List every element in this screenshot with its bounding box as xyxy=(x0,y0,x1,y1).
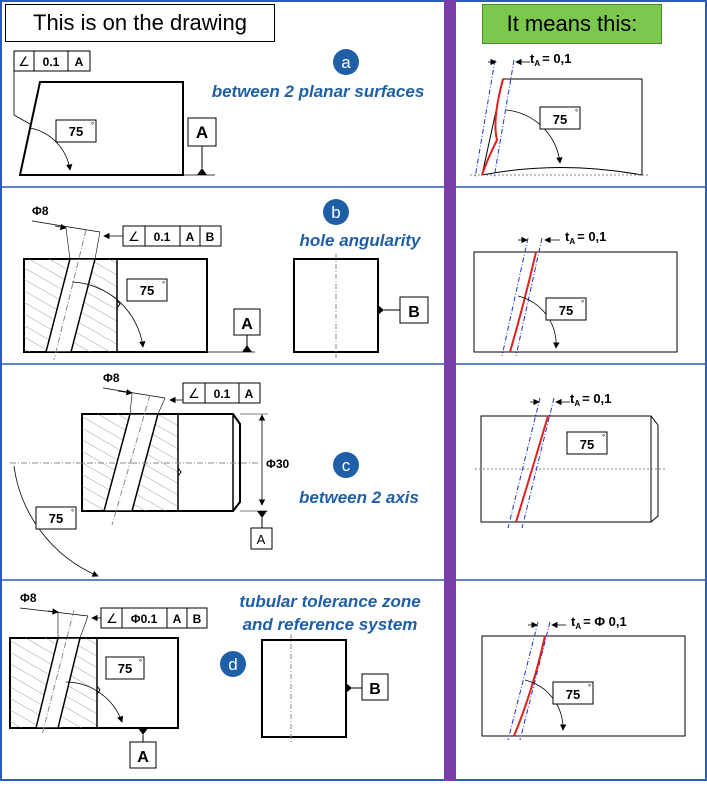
section-b-meaning xyxy=(474,229,677,356)
svg-text:°: ° xyxy=(581,299,585,308)
svg-text:75: 75 xyxy=(117,661,133,676)
svg-text:0.1: 0.1 xyxy=(153,230,171,244)
caption-b: hole angularity xyxy=(299,231,421,250)
side-view xyxy=(262,640,346,737)
tolerance-label: $t_A = 0,1$ xyxy=(530,51,572,68)
datum-ref: A xyxy=(74,55,84,69)
svg-text:75: 75 xyxy=(565,687,581,702)
svg-text:75: 75 xyxy=(48,511,64,526)
svg-text:A: A xyxy=(137,749,149,766)
section-c-drawing xyxy=(10,371,290,576)
section-c-meaning xyxy=(475,391,665,528)
datum-label: A xyxy=(195,123,209,142)
svg-text:°: ° xyxy=(91,121,95,130)
badge-a-label: a xyxy=(341,53,351,72)
right-header-title: It means this: xyxy=(506,11,638,36)
svg-text:0.1: 0.1 xyxy=(213,387,231,401)
svg-text:A: A xyxy=(244,387,254,401)
left-header xyxy=(5,4,275,42)
caption-a: between 2 planar surfaces xyxy=(211,82,425,101)
svg-text:c: c xyxy=(341,456,351,475)
svg-text:°: ° xyxy=(139,658,143,667)
diameter-label: Φ8 xyxy=(32,204,49,218)
svg-text:°: ° xyxy=(162,280,166,289)
tolerance-label: $t_A = \Phi$ 0,1 xyxy=(571,614,627,631)
svg-text:Φ0.1: Φ0.1 xyxy=(130,612,158,626)
datum-triangle xyxy=(197,168,207,175)
svg-text:A: A xyxy=(256,532,266,547)
right-header xyxy=(482,4,662,44)
svg-text:∠: ∠ xyxy=(128,229,140,244)
left-header-title: This is on the drawing xyxy=(33,10,247,35)
tolerance-label: $t_A = 0,1$ xyxy=(570,391,612,408)
feature-control-frame-a xyxy=(14,51,90,71)
diameter-label: Φ8 xyxy=(103,371,120,385)
svg-text:°: ° xyxy=(602,433,606,442)
feature-control-frame-d xyxy=(101,608,207,628)
section-a-drawing xyxy=(14,51,216,175)
section-b-drawing xyxy=(24,204,428,360)
svg-text:A: A xyxy=(185,230,195,244)
svg-text:B: B xyxy=(369,681,381,698)
caption-c: between 2 axis xyxy=(298,488,420,507)
svg-text:b: b xyxy=(331,203,341,222)
svg-text:∠: ∠ xyxy=(188,386,200,401)
angle-value: 75 xyxy=(68,124,84,139)
svg-text:A: A xyxy=(172,612,182,626)
svg-text:∠: ∠ xyxy=(106,611,118,626)
section-d-meaning xyxy=(482,614,685,740)
feature-control-frame-c xyxy=(183,383,260,403)
section-a-meaning xyxy=(470,51,650,178)
svg-text:d: d xyxy=(228,655,238,674)
column-divider xyxy=(444,0,456,781)
svg-text:A: A xyxy=(241,316,253,333)
shaft-diameter-label: Φ30 xyxy=(266,457,290,471)
tolerance-value: 0.1 xyxy=(42,55,60,69)
svg-text:B: B xyxy=(205,230,215,244)
part-outline xyxy=(20,82,183,175)
svg-text:°: ° xyxy=(575,108,579,117)
svg-text:B: B xyxy=(408,304,420,321)
svg-text:°: ° xyxy=(71,508,75,517)
tolerance-label: $t_A = 0,1$ xyxy=(565,229,607,246)
caption-d-line2: and reference system xyxy=(242,615,418,634)
svg-text:B: B xyxy=(192,612,202,626)
svg-text:75: 75 xyxy=(579,437,595,452)
svg-text:75: 75 xyxy=(139,283,155,298)
caption-d-line1: tubular tolerance zone xyxy=(239,592,421,611)
svg-text:75: 75 xyxy=(558,303,574,318)
angle-value: 75 xyxy=(552,112,568,127)
svg-text:°: ° xyxy=(588,683,592,692)
diameter-label: Φ8 xyxy=(20,591,37,605)
feature-control-frame-b xyxy=(123,226,221,246)
angularity-symbol: ∠ xyxy=(18,54,30,69)
